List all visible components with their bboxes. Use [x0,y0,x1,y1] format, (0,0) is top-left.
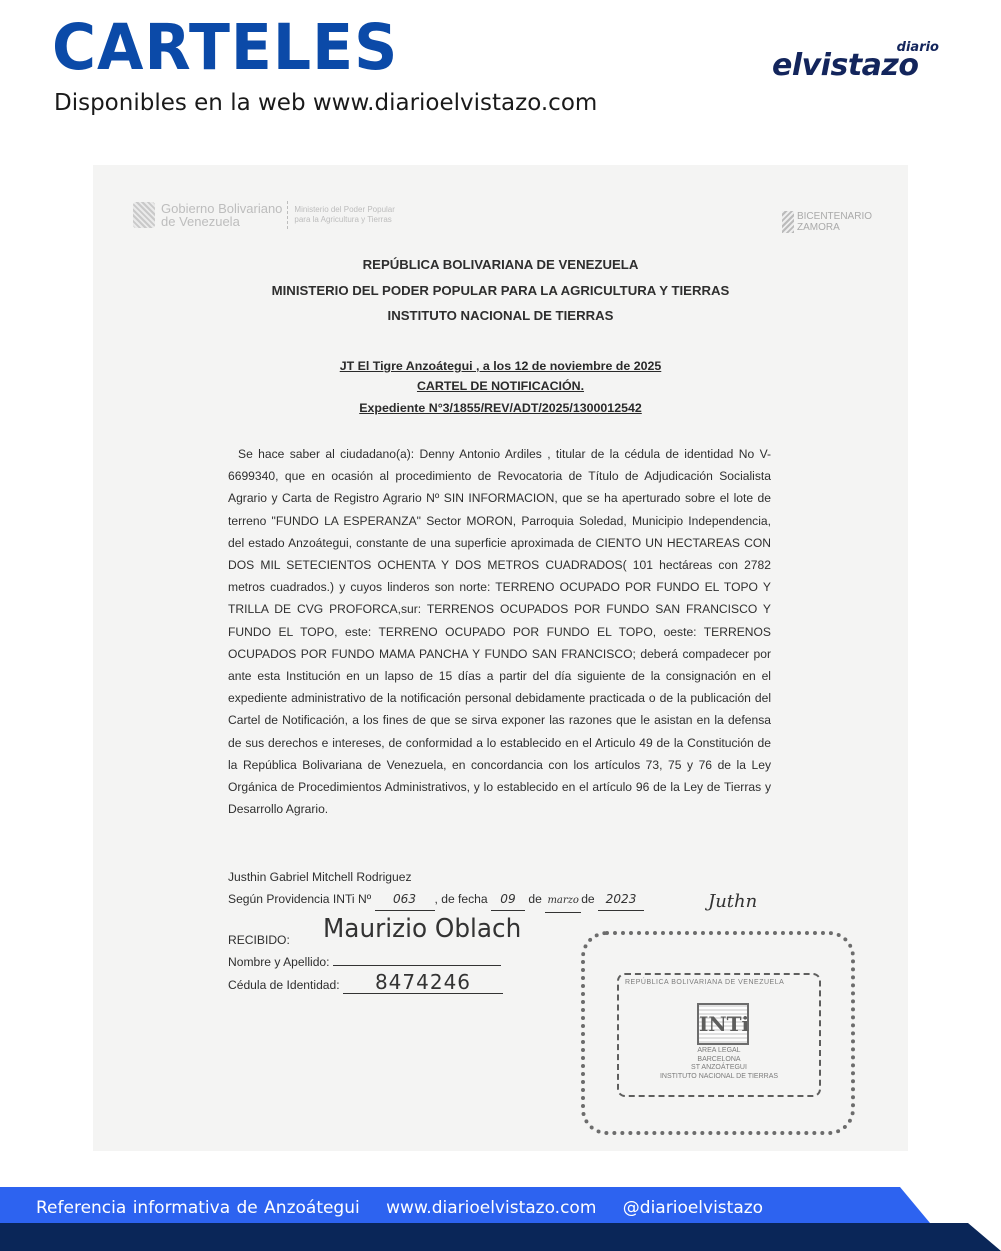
received-id-handwritten: 8474246 [343,972,503,994]
received-block [228,914,522,994]
scanned-document [93,165,908,1151]
heading-republic: REPÚBLICA BOLIVARIANA DE VENEZUELA [362,257,639,272]
brand-logo-small: diario [896,40,939,55]
page-subtitle: Disponibles en la web www.diarioelvistazo.com [54,90,598,116]
government-logo [133,201,395,229]
ministry-name: Ministerio del Poder Popular para la Agricultura y Tierras [294,205,395,224]
brand-logo [772,36,947,86]
heading-ministry: MINISTERIO DEL PODER POPULAR PARA LA AGRICULTURA Y TIERRAS [271,283,730,298]
page-title: CARTELES [52,11,399,85]
providencia-line: Según Providencia INTi Nº 063 , de fecha 09 de marzo de 2023 [228,888,788,910]
providencia-month: marzo [545,890,581,913]
footer-tagline: Referencia informativa de Anzoátegui [36,1198,360,1218]
zamora-emblem-icon [782,211,794,233]
cartel-title: CARTEL DE NOTIFICACIÓN. [416,379,585,393]
handwritten-initial-signature: Juthn [708,891,758,912]
official-stamp [581,931,855,1135]
footer-social-handle: @diarioelvistazo [622,1198,764,1218]
expediente-number: Expediente N°3/1855/REV/ADT/2025/1300012542 [359,401,642,415]
notification-body: Se hace saber al ciudadano(a): Denny Antonio Ardiles , titular de la cédula de identidad No V- 6699340, que en ocasión al procedimiento de Revocatoria de Título de Adjudicación Socialista Agrario y Carta de Registro Agrario Nº SIN INFORMACION, que se ha aperturado sobre el lote de terreno "FUNDO LA ESPERANZA" Sector MORON, Parroquia Soledad, Municipio Independencia, del estado Anzoátegui, constante de una superficie aproximada de CIENTO UN HECTAREAS CON DOS MIL SETECIENTOS OCHENTA Y DOS METROS CUADRADOS( 101 hectáreas con 2782 metros cuadrados.) y cuyos linderos son norte: TERRENO OCUPADO POR FUNDO EL TOPO Y TRILLA DE CVG PROFORCA,sur: TERRENOS OCUPADOS POR FUNDO SAN FRANCISCO Y FUNDO EL TOPO, este: TERRENO OCUPADO POR FUNDO EL TOPO, oeste: TERRENOS OCUPADOS POR FUNDO MAMA PANCHA Y FUNDO SAN FRANCISCO; deberá compadecer por ante esta Institución en un lapso de 15 días a partir del día siguiente de la consignación en el expediente administrativo de la notificación personal debidamente practicada o de la publicación del Cartel de Notificación, a los fines de que se sirva exponer las razones que le asistan en la defensa de sus derechos e intereses, de conformidad a lo establecido en el Articulo 49 de la Constitución de la República Bolivariana de Venezuela, en concordancia con los artículos 73, 75 y 76 de la Ley Orgánica de Procedimientos Administrativos, y lo establecido en el artículo 96 de la Ley de Tierras y Desarrollo Agrario. [228,447,771,817]
zamora-logo: BICENTENARIO ZAMORA [782,211,872,233]
providencia-day: 09 [491,888,525,911]
footer-dark-band [0,1223,1001,1251]
stamp-inner-frame: REPÚBLICA BOLIVARIANA DE VENEZUELA INTi AREA LEGAL BARCELONA ST ANZOÁTEGUI INSTITUTO NACIONAL DE TIERRAS [617,973,821,1097]
signature-block [228,866,788,910]
government-name: Gobierno Bolivariano de Venezuela [161,201,283,229]
brand-logo-main: elvistazo [772,48,919,83]
received-label: RECIBIDO: [228,933,290,947]
received-name-handwritten: Maurizio Oblach [323,914,522,944]
heading-institute: INSTITUTO NACIONAL DE TIERRAS [387,308,614,323]
providencia-year: 2023 [598,888,644,911]
signer-name: Justhin Gabriel Mitchell Rodriguez [228,870,412,884]
logo-divider [287,201,289,229]
footer-text [36,1198,783,1218]
government-emblem-icon [133,202,155,228]
providencia-number: 063 [375,888,435,911]
received-id-line: Cédula de Identidad: 8474246 [228,972,503,993]
inti-logo-icon: INTi [697,1003,749,1045]
place-date: JT El Tigre Anzoátegui , a los 12 de noviembre de 2025 [339,359,662,373]
received-name-line: Nombre y Apellido: Maurizio Oblach [228,914,522,969]
footer-website: www.diarioelvistazo.com [386,1198,597,1218]
